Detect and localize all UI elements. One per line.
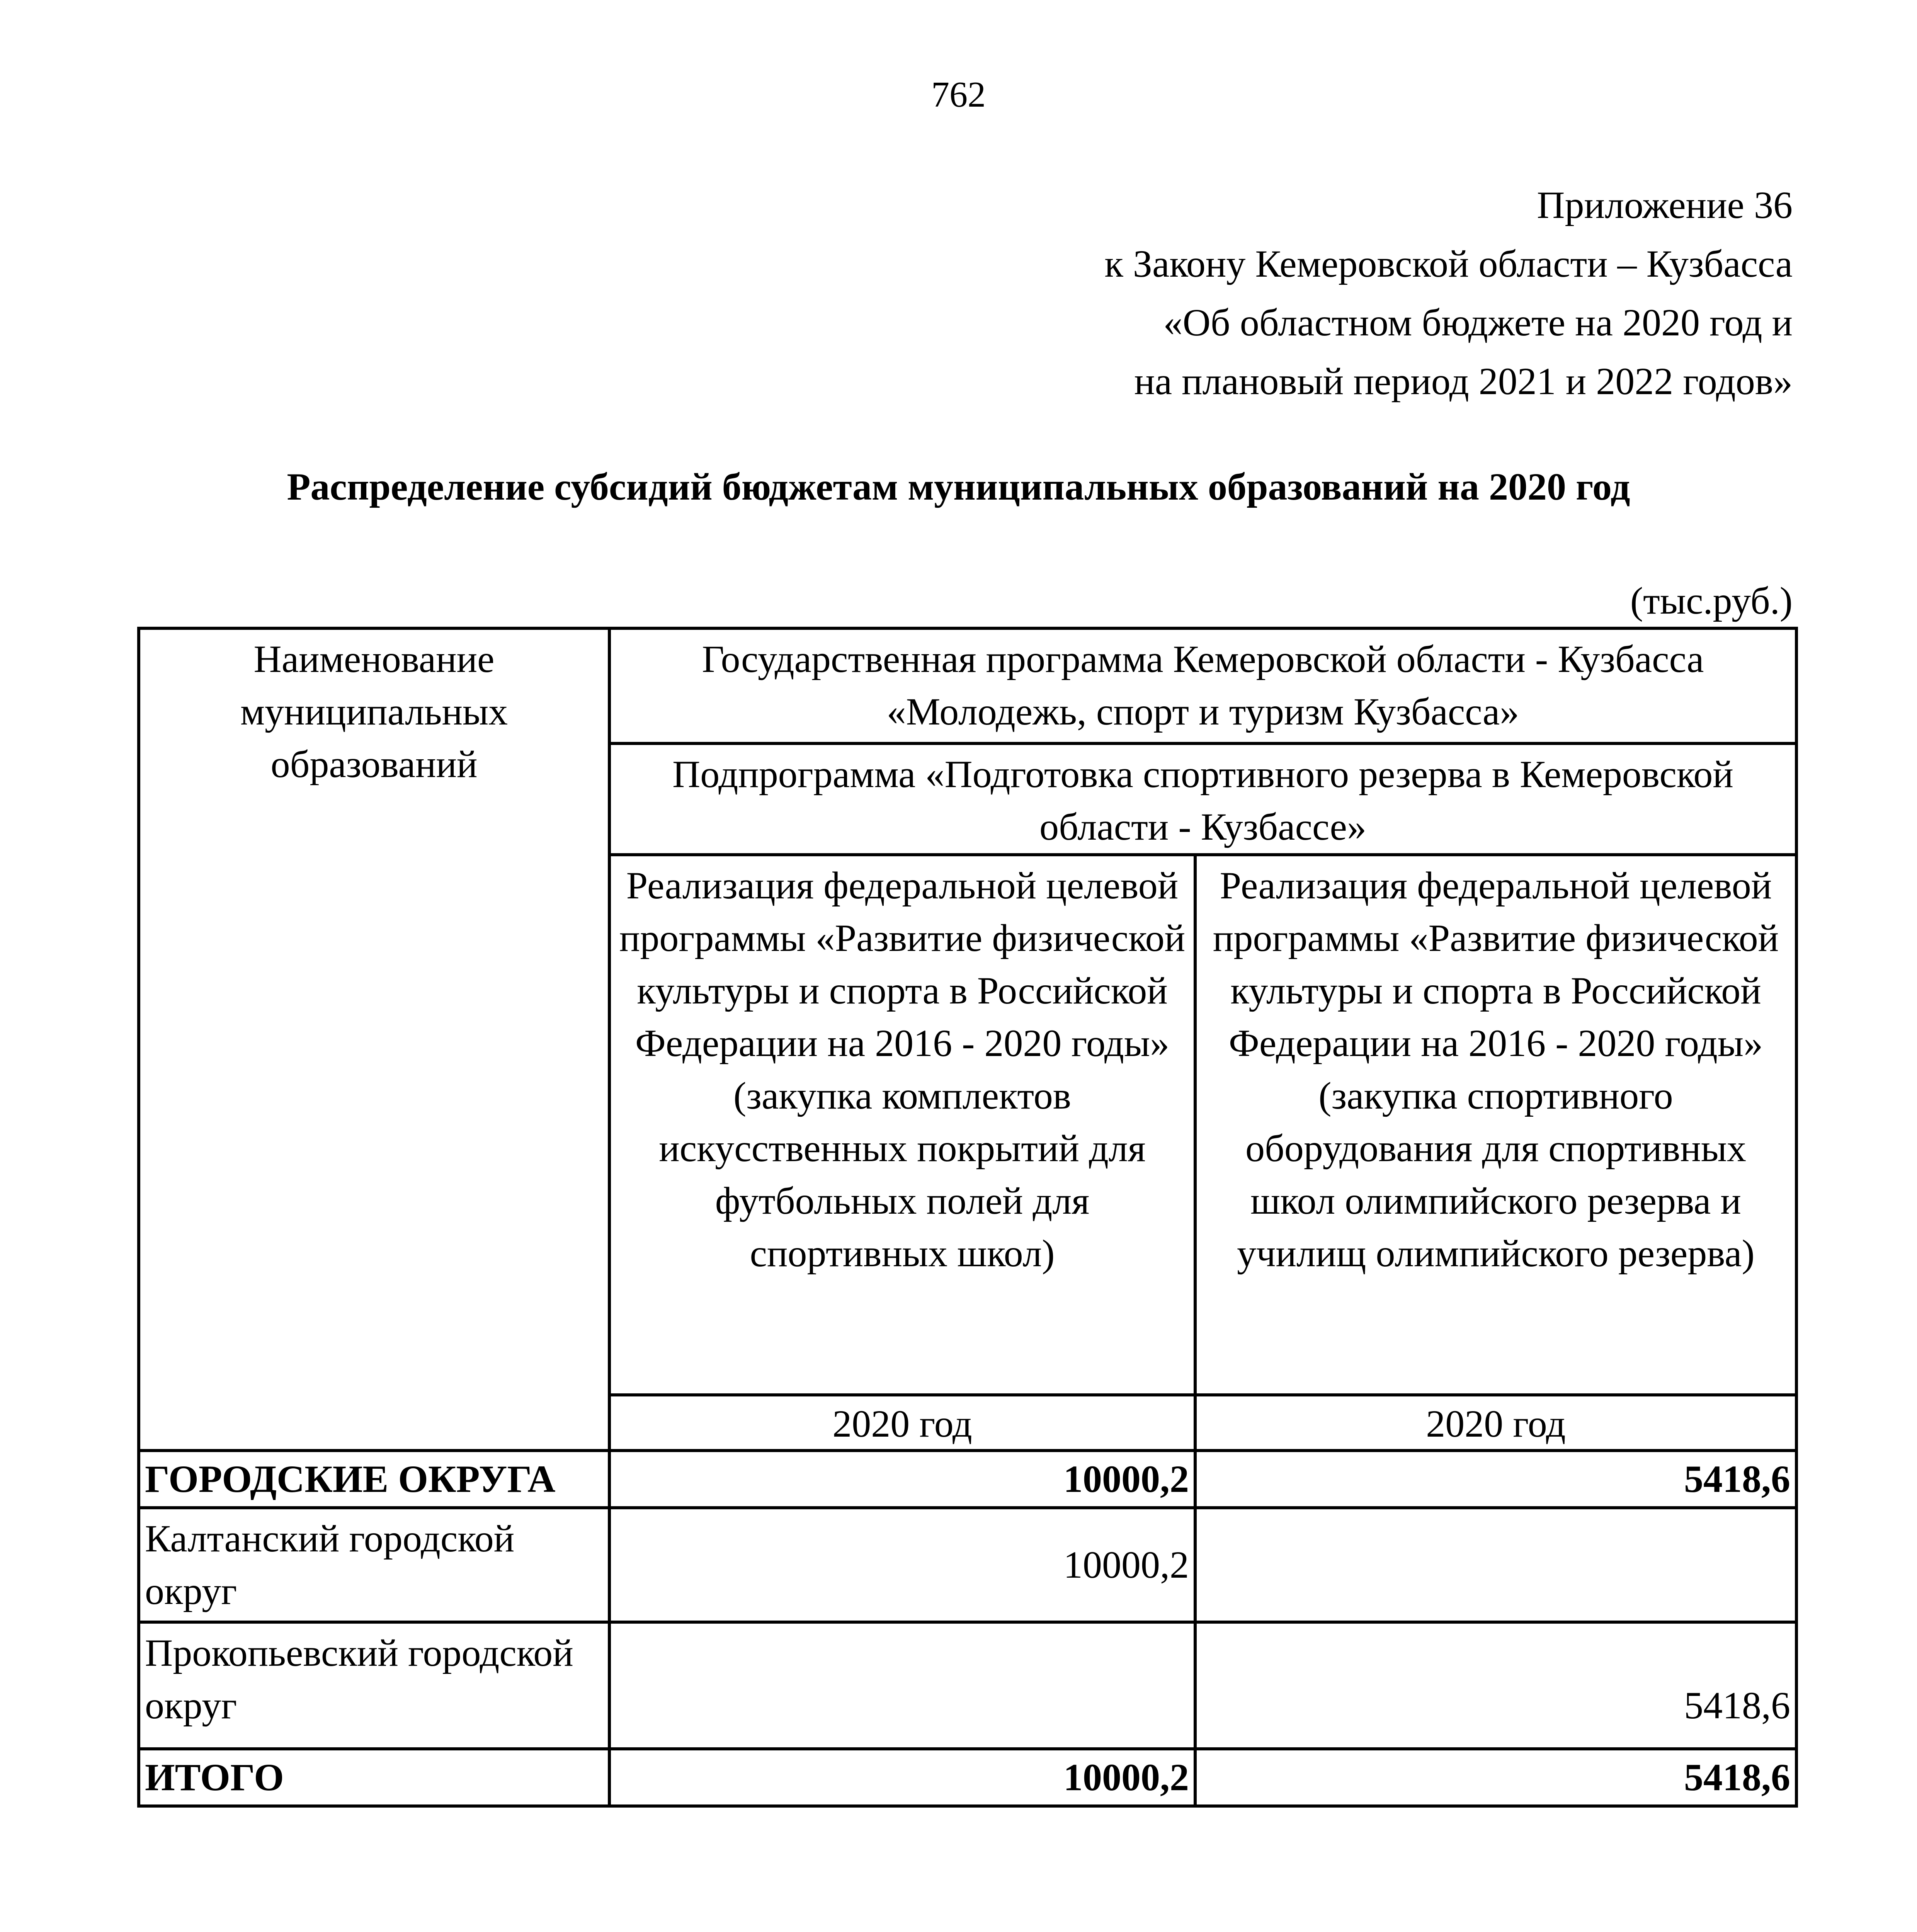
subsidy-table [137, 627, 1798, 1808]
row-value-1: 10000,2 [609, 1508, 1195, 1622]
table-row [139, 1451, 1796, 1508]
header-subprogram: Подпрограмма «Подготовка спортивного резерва в Кемеровской области - Кузбассе» [609, 743, 1796, 855]
row-name: ГОРОДСКИЕ ОКРУГА [139, 1451, 609, 1508]
row-value-2: 5418,6 [1195, 1622, 1796, 1749]
appendix-line-2: к Закону Кемеровской области – Кузбасса [1104, 242, 1793, 285]
row-value-1: 10000,2 [609, 1749, 1195, 1806]
page-number: 762 [931, 75, 986, 115]
appendix-line-1: Приложение 36 [1537, 184, 1793, 226]
header-year-1: 2020 год [609, 1395, 1195, 1451]
row-value-1: 10000,2 [609, 1451, 1195, 1508]
table-row [139, 1749, 1796, 1806]
row-name: Прокопьевский городской округ [139, 1622, 609, 1749]
header-municipality-name: Наименование муниципальных образований [139, 628, 609, 1451]
units-label: (тыс.руб.) [1630, 579, 1793, 622]
appendix-line-4: на плановый период 2021 и 2022 годов» [1134, 360, 1793, 403]
header-year-2: 2020 год [1195, 1395, 1796, 1451]
header-column-1: Реализация федеральной целевой программы «Развитие физической культуры и спорта в Российской Федерации на 2016 - 2020 годы» (закупка комплектов искусственных покрытий для футбольных полей для спортивных школ) [609, 855, 1195, 1395]
table-row [139, 1508, 1796, 1622]
row-value-2: 5418,6 [1195, 1451, 1796, 1508]
appendix-line-3: «Об областном бюджете на 2020 год и [1163, 301, 1793, 344]
header-column-2: Реализация федеральной целевой программы «Развитие физической культуры и спорта в Российской Федерации на 2016 - 2020 годы» (закупка спортивного оборудования для спортивных школ олимпийского резерва и училищ олимпийского резерва) [1195, 855, 1796, 1395]
row-value-1 [609, 1622, 1195, 1749]
appendix-header [1104, 176, 1793, 411]
header-state-program: Государственная программа Кемеровской области - Кузбасса «Молодежь, спорт и туризм Кузбасса» [609, 628, 1796, 743]
table-row [139, 1622, 1796, 1749]
row-name: Калтанский городской округ [139, 1508, 609, 1622]
document-title: Распределение субсидий бюджетам муниципальных образований на 2020 год [287, 465, 1630, 508]
row-value-2: 5418,6 [1195, 1749, 1796, 1806]
row-value-2 [1195, 1508, 1796, 1622]
row-name: ИТОГО [139, 1749, 609, 1806]
